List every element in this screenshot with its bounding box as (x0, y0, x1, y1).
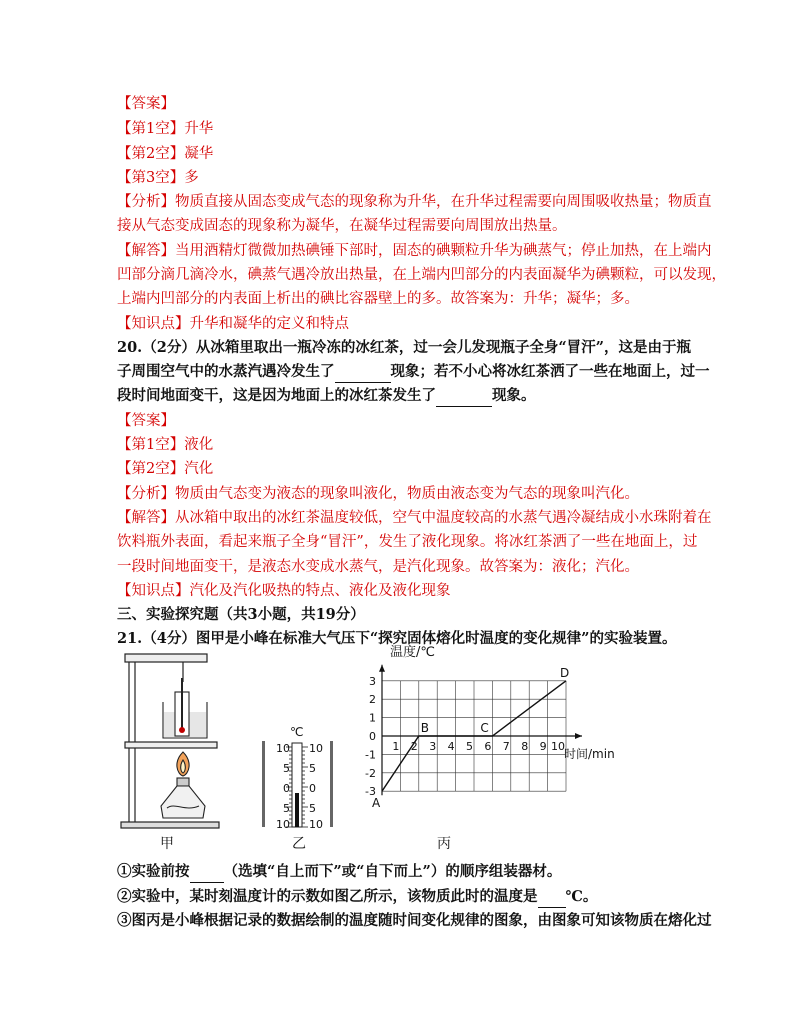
solution-19-line1: 【解答】当用酒精灯微微加热碘锤下部时，固态的碘颗粒升华为碘蒸气；停止加热，在上端内 (117, 243, 712, 259)
question-20-line2 (117, 362, 710, 383)
chart-x-tick-label: 7 (502, 740, 510, 753)
chart-x-axis-arrow (575, 733, 582, 739)
thermo-right-label: 10 (309, 742, 323, 755)
answer-blank-2-20: 【第2空】汽化 (117, 461, 214, 477)
chart-y-axis-label: 温度/℃ (390, 645, 435, 660)
question-21-sub1 (117, 862, 561, 883)
question-21-sub2 (117, 887, 597, 908)
thermo-right-label: 5 (309, 802, 316, 815)
thermo-left-label: 10 (276, 742, 290, 755)
chart-x-tick-label: 5 (466, 740, 473, 753)
analysis-19-line1: 【分析】物质直接从固态变成气态的现象称为升华，在升华过程需要向周围吸收热量；物质直 (117, 194, 712, 210)
question-21-sub2-a: ②实验中，某时刻温度计的示数如图乙所示，该物质此时的温度是 (117, 888, 538, 905)
chart-x-tick-label: 1 (392, 740, 400, 753)
knowledge-19: 【知识点】升华和凝华的定义和特点 (117, 316, 349, 332)
thermometer-frame-right (330, 741, 333, 827)
thermo-right-label: 5 (309, 762, 316, 775)
question-20-line1: 20.（2分）从冰箱里取出一瓶冷冻的冰红茶，过一会儿发现瓶子全身“冒汗”，这是由于瓶 (117, 339, 691, 356)
chart-y-tick-label: 1 (369, 711, 376, 725)
knowledge-20: 【知识点】汽化及汽化吸热的特点、液化及液化现象 (117, 583, 451, 599)
answer-blank (538, 887, 566, 908)
chart-point-label: B (420, 721, 430, 735)
solution-20-line2: 饮料瓶外表面，看起来瓶子全身“冒汗”，发生了液化现象。将冰红茶洒了一些在地面上，过 (117, 534, 698, 550)
chart-x-tick-label: 6 (484, 740, 492, 753)
answer-blank-3-19: 【第3空】多 (117, 170, 199, 186)
chart-x-tick-label: 4 (447, 740, 455, 753)
question-21-sub1-a: ①实验前按 (117, 863, 190, 880)
beaker (163, 678, 207, 738)
section-heading: 三、实验探究题（共3小题，共19分） (117, 606, 365, 623)
chart-y-tick-label: -2 (365, 766, 376, 780)
question-21-sub1-b: （选填“自上而下”或“自下而上”）的顺序组装器材。 (223, 863, 562, 880)
thermometer-frame-left (262, 741, 265, 827)
question-21-sub2-b: ℃。 (565, 888, 598, 905)
chart-x-tick-label: 3 (429, 740, 437, 753)
chart-y-tick-label: -1 (365, 748, 376, 762)
temperature-time-chart (358, 642, 620, 810)
answer-blank-1-20: 【第1空】液化 (117, 437, 214, 453)
chart-y-tick-label: 2 (369, 693, 376, 707)
thermo-left-label: 5 (283, 762, 290, 775)
solution-19-line2: 凹部分滴几滴冷水，碘蒸气遇冷放出热量，在上端内凹部分的内表面凝华为碘颗粒，可以发现， (117, 267, 726, 283)
chart-y-tick-label: 0 (369, 730, 376, 743)
thermo-left-label: 0 (283, 782, 290, 795)
thermo-left-label: 10 (276, 818, 290, 830)
answer-header-20: 【答案】 (117, 413, 175, 429)
thermo-left-label: 5 (283, 802, 290, 815)
solution-20-line3: 一段时间地面变干，是液态水变成水蒸气，是汽化现象。故答案为：液化；汽化。 (117, 559, 639, 575)
thermometer-liquid (295, 793, 299, 827)
chart-y-tick-label: 3 (369, 674, 376, 688)
chart-x-tick-label: 2 (410, 740, 418, 753)
question-20-line2-a: 子周围空气中的水蒸汽遇冷发生了 (117, 363, 335, 380)
question-20-line3 (117, 386, 536, 407)
figure-caption-jia: 甲 (160, 836, 174, 852)
answer-blank-2-19: 【第2空】凝华 (117, 146, 214, 162)
chart-x-tick-label: 8 (521, 740, 529, 753)
thermometer-right-labels (309, 742, 323, 830)
answer-header-19: 【答案】 (117, 96, 175, 112)
figure-caption-yi: 乙 (292, 836, 306, 852)
thermo-right-label: 0 (309, 782, 316, 795)
thermometer-figure (260, 725, 336, 830)
apparatus-figure (115, 650, 225, 830)
analysis-19-line2: 接从气态变成固态的现象称为凝华，在凝华过程需要向周围放出热量。 (117, 218, 567, 234)
answer-blank (190, 862, 224, 883)
question-20-line3-b: 现象。 (492, 387, 536, 404)
chart-point-label: D (560, 665, 570, 680)
chart-point-label: C (480, 721, 489, 735)
answer-blank (436, 386, 492, 407)
chart-x-tick-label: 9 (539, 740, 547, 753)
question-21-intro: 21.（4分）图甲是小峰在标准大气压下“探究固体熔化时温度的变化规律”的实验装置。 (117, 630, 677, 647)
solution-20-line1: 【解答】从冰箱中取出的冰红茶温度较低，空气中温度较高的水蒸气遇冷凝结成小水珠附着在 (117, 510, 712, 526)
answer-blank (335, 362, 391, 383)
thermometer-unit: ℃ (290, 725, 304, 739)
answer-blank-1-19: 【第1空】升华 (117, 121, 214, 137)
analysis-20: 【分析】物质由气态变为液态的现象叫液化，物质由液态变为气态的现象叫汽化。 (117, 486, 639, 502)
solution-19-line3: 上端内凹部分的内表面上析出的碘比容器壁上的多。故答案为：升华；凝华；多。 (117, 291, 639, 307)
chart-y-axis-arrow (379, 665, 385, 672)
thermometer-left-labels (276, 742, 290, 830)
chart-y-tick-label: -3 (365, 785, 376, 799)
alcohol-lamp (161, 752, 205, 818)
question-20-line2-b: 现象；若不小心将冰红茶洒了一些在地面上，过一 (390, 363, 710, 380)
question-20-line3-a: 段时间地面变干，这是因为地面上的冰红茶发生了 (117, 387, 436, 404)
chart-x-tick-label: 10 (551, 740, 565, 753)
chart-x-axis-label: 时间/min (564, 747, 615, 761)
chart-point-label: A (372, 796, 381, 810)
thermo-right-label: 10 (309, 818, 323, 830)
figure-caption-bing: 丙 (437, 836, 451, 852)
question-21-sub3: ③图丙是小峰根据记录的数据绘制的温度随时间变化规律的图象，由图象可知该物质在熔化过 (117, 912, 712, 929)
